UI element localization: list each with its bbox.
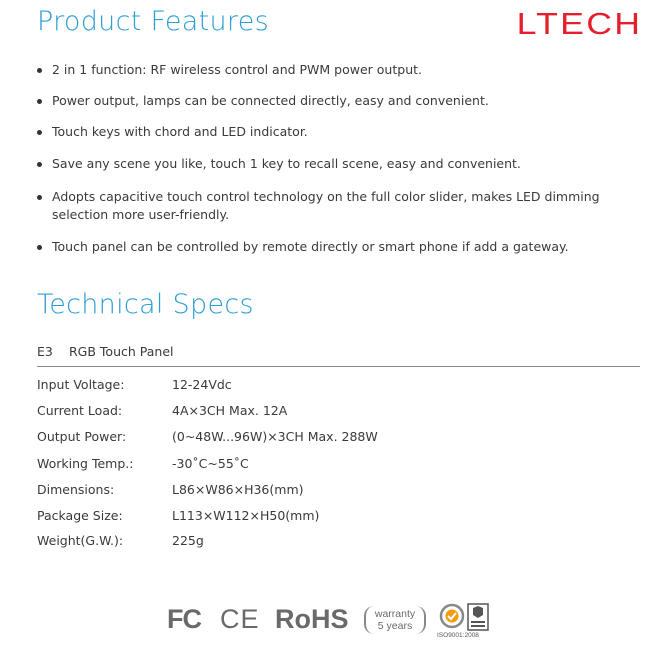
bullet-icon <box>37 130 42 135</box>
bullet-icon <box>37 99 42 104</box>
feature-item: Save any scene you like, touch 1 key to recall scene, easy and convenient. <box>37 155 521 173</box>
technical-specs-title: Technical Specs <box>37 289 254 320</box>
feature-item: Adopts capacitive touch control technology on the full color slider, makes LED dimming selection more user-friendly. <box>37 188 622 224</box>
bullet-icon <box>37 162 42 167</box>
feature-item: Power output, lamps can be connected directly, easy and convenient. <box>37 92 489 110</box>
warranty-badge: warranty 5 years <box>364 606 426 634</box>
certification-logos <box>0 600 670 640</box>
bullet-icon <box>37 245 42 250</box>
ukas-certification-icon <box>467 603 489 631</box>
ltech-logo: LTECH <box>516 6 642 41</box>
model-number: E3 <box>37 344 53 359</box>
iso-certification-icon <box>438 603 466 633</box>
iso-label: ISO9001:2008 <box>437 632 479 639</box>
product-name: RGB Touch Panel <box>69 344 174 359</box>
rohs-logo: RoHS <box>275 604 349 634</box>
product-features-title: Product Features <box>37 6 269 37</box>
feature-item: Touch panel can be controlled by remote directly or smart phone if add a gateway. <box>37 238 569 256</box>
ce-logo: CE <box>220 604 260 634</box>
bullet-icon <box>37 68 42 73</box>
model-header <box>37 342 640 367</box>
fcc-logo: FC <box>167 604 201 634</box>
feature-item: Touch keys with chord and LED indicator. <box>37 123 308 141</box>
bullet-icon <box>37 195 42 200</box>
feature-item: 2 in 1 function: RF wireless control and PWM power output. <box>37 61 422 79</box>
